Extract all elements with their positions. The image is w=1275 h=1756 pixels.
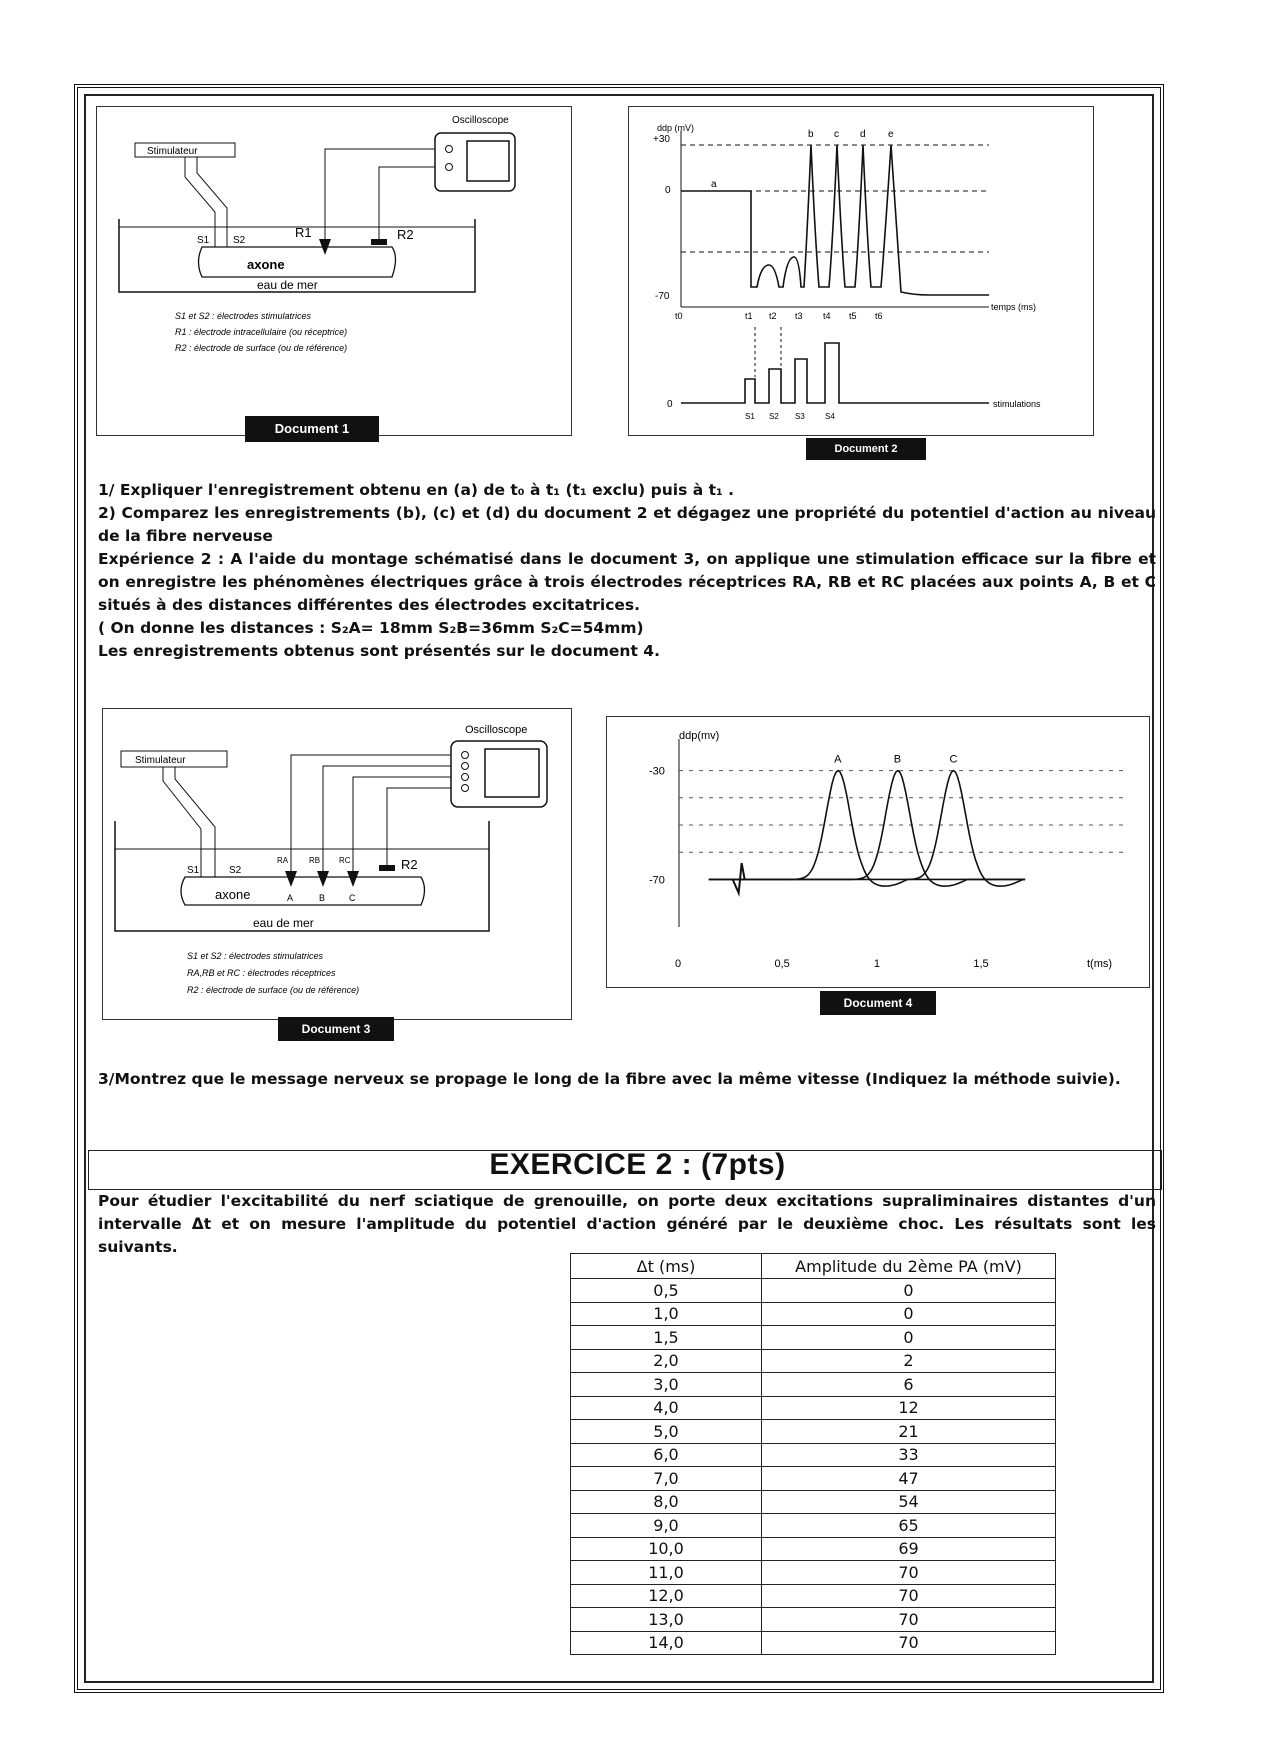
question-1: 1/ Expliquer l'enregistrement obtenu en (a) de t₀ à t₁ (t₁ exclu) puis à t₁ . <box>98 481 735 499</box>
document-4 <box>606 716 1150 988</box>
doc3-legend-line: RA,RB et RC : électrodes réceptrices <box>187 968 336 978</box>
doc3-axon-label: axone <box>215 887 251 902</box>
experience-2: Expérience 2 : A l'aide du montage schématisé dans le document 3, on applique une stimulation efficace sur la fibre et on enregistre les phénomènes électriques grâce à trois électrodes réceptrices RA, RB et RC placées aux points A, B et C situés à des distances différentes des électrodes excitatrices. <box>98 550 1156 614</box>
oscilloscope-knob <box>462 763 469 770</box>
delta-t-cell: 10,0 <box>571 1537 762 1561</box>
amplitude-cell: 21 <box>762 1420 1056 1444</box>
doc2-time-label: t4 <box>823 311 831 321</box>
delta-t-cell: 8,0 <box>571 1490 762 1514</box>
doc2-xlabel: temps (ms) <box>991 302 1036 312</box>
table-row <box>571 1490 1056 1514</box>
doc4-curve-c <box>709 771 1025 887</box>
exercise-2-title: EXERCICE 2 : (7pts) <box>489 1148 786 1181</box>
doc3-legend-line: R2 : électrode de surface (ou de référence) <box>187 985 360 995</box>
doc2-time-label: t6 <box>875 311 883 321</box>
document-1-diagram <box>97 107 571 435</box>
doc2-peak-label: c <box>834 129 839 140</box>
delta-t-cell: 0,5 <box>571 1279 762 1303</box>
rb-electrode <box>317 871 329 887</box>
document-2 <box>628 106 1094 436</box>
doc4-x-tick-label: 1 <box>873 958 881 970</box>
doc2-time-label: t1 <box>745 311 753 321</box>
doc3-rc-label: RC <box>339 856 351 865</box>
doc2-stim-axis-label: stimulations <box>993 399 1041 409</box>
doc2-stim-label: S4 <box>825 412 835 421</box>
r1-wire <box>325 149 435 245</box>
document-1-label: Document 1 <box>245 416 379 442</box>
doc4-curve-a <box>709 771 1025 887</box>
table-row <box>571 1279 1056 1303</box>
doc3-rb-label: RB <box>309 856 321 865</box>
doc3-a-label: A <box>287 893 294 903</box>
delta-t-cell: 4,0 <box>571 1396 762 1420</box>
doc2-ylabel: ddp (mV) <box>657 123 695 133</box>
doc3-c-label: C <box>349 893 356 903</box>
doc1-s1-label: S1 <box>197 235 210 246</box>
document-4-label: Document 4 <box>820 991 936 1015</box>
table-row <box>571 1537 1056 1561</box>
delta-t-cell: 5,0 <box>571 1420 762 1444</box>
r2-electrode <box>379 865 395 871</box>
table-row <box>571 1561 1056 1585</box>
doc1-legend-line: R1 : électrode intracellulaire (ou réceptrice) <box>175 327 348 337</box>
document-4-chart <box>607 717 1149 987</box>
doc1-stimulator-label: Stimulateur <box>147 146 198 157</box>
document-3 <box>102 708 572 1020</box>
delta-t-cell: 7,0 <box>571 1467 762 1491</box>
delta-t-cell: 9,0 <box>571 1514 762 1538</box>
doc2-a-label: a <box>711 179 717 190</box>
doc3-r2-label: R2 <box>401 857 418 872</box>
delta-t-cell: 14,0 <box>571 1631 762 1655</box>
doc4-x-tick-label: 0 <box>675 958 682 970</box>
document-3-label: Document 3 <box>278 1017 394 1041</box>
oscilloscope-knob <box>446 146 453 153</box>
oscilloscope-knob <box>462 774 469 781</box>
delta-t-cell: 2,0 <box>571 1349 762 1373</box>
table-row <box>571 1467 1056 1491</box>
table-row <box>571 1443 1056 1467</box>
doc2-peak-label: b <box>808 129 814 140</box>
doc4-ylabel: ddp(mv) <box>679 730 720 742</box>
table-header-cell: Δt (ms) <box>571 1254 762 1279</box>
doc2-stim-label: S1 <box>745 412 755 421</box>
doc2-time-label: t3 <box>795 311 803 321</box>
doc1-oscilloscope-title: Oscilloscope <box>452 115 509 126</box>
delta-t-cell: 1,0 <box>571 1302 762 1326</box>
doc2-stim-label: S3 <box>795 412 805 421</box>
doc4-curve-b <box>709 771 1025 887</box>
amplitude-cell: 33 <box>762 1443 1056 1467</box>
exercise-2-intro: Pour étudier l'excitabilité du nerf sciatique de grenouille, on porte deux excitations supraliminaires distantes d'un intervalle Δt et on mesure l'amplitude du potentiel d'action généré par le deuxième choc. Les résultats sont les suivants. <box>98 1192 1156 1256</box>
doc4-xlabel: t(ms) <box>1087 958 1113 970</box>
doc4-stimulus-artifact <box>733 863 745 893</box>
amplitude-cell: 12 <box>762 1396 1056 1420</box>
doc3-oscilloscope-title: Oscilloscope <box>465 724 528 736</box>
doc2-y-minus70: -70 <box>655 291 670 302</box>
amplitude-cell: 54 <box>762 1490 1056 1514</box>
oscilloscope-screen <box>467 141 509 181</box>
doc1-sea-water-label: eau de mer <box>257 278 318 292</box>
oscilloscope-knob <box>462 752 469 759</box>
doc4-x-tick-label: 0,5 <box>774 958 790 970</box>
questions-block <box>98 479 1156 663</box>
amplitude-cell: 69 <box>762 1537 1056 1561</box>
doc2-time-label: t0 <box>675 311 683 321</box>
amplitude-cell: 70 <box>762 1584 1056 1608</box>
document-1 <box>96 106 572 436</box>
doc2-peak-label: d <box>860 129 866 140</box>
table-row <box>571 1396 1056 1420</box>
amplitude-cell: 70 <box>762 1608 1056 1632</box>
doc2-time-label: t5 <box>849 311 857 321</box>
stimulator-wires <box>185 157 227 247</box>
amplitude-cell: 0 <box>762 1279 1056 1303</box>
amplitude-cell: 65 <box>762 1514 1056 1538</box>
doc3-s1-label: S1 <box>187 865 200 876</box>
r2-wire <box>387 788 451 865</box>
doc1-legend-line: S1 et S2 : électrodes stimulatrices <box>175 311 312 321</box>
ra-electrode <box>285 871 297 887</box>
doc3-legend-line: S1 et S2 : électrodes stimulatrices <box>187 951 324 961</box>
amplitude-cell: 0 <box>762 1326 1056 1350</box>
delta-t-cell: 11,0 <box>571 1561 762 1585</box>
rc-electrode <box>347 871 359 887</box>
stimulator-wires <box>163 767 215 877</box>
doc4-y-tick-label: -70 <box>649 874 665 887</box>
doc4-y-tick-label: -30 <box>649 765 665 778</box>
doc2-trace <box>681 145 989 295</box>
bath <box>115 821 489 931</box>
doc4-peak-label: B <box>893 753 902 766</box>
table-row <box>571 1326 1056 1350</box>
results-note: Les enregistrements obtenus sont présentés sur le document 4. <box>98 642 660 660</box>
table-row <box>571 1302 1056 1326</box>
doc4-peak-label: A <box>834 753 842 766</box>
doc2-stim-zero: 0 <box>667 399 673 410</box>
doc2-y-zero: 0 <box>665 185 671 196</box>
table-row <box>571 1349 1056 1373</box>
table-row <box>571 1420 1056 1444</box>
oscilloscope-knob <box>446 164 453 171</box>
question-3-block <box>98 1068 1156 1091</box>
doc3-sea-water-label: eau de mer <box>253 916 314 930</box>
doc3-ra-label: RA <box>277 856 289 865</box>
doc3-stimulator-label: Stimulateur <box>135 755 186 766</box>
table-row <box>571 1631 1056 1655</box>
doc4-x-tick-label: 1,5 <box>973 958 989 970</box>
amplitude-cell: 6 <box>762 1373 1056 1397</box>
doc1-r2-label: R2 <box>397 227 414 242</box>
r2-electrode <box>371 239 387 245</box>
question-3: 3/Montrez que le message nerveux se propage le long de la fibre avec la même vitesse (Indiquez la méthode suivie). <box>98 1070 1121 1088</box>
doc1-legend-line: R2 : électrode de surface (ou de référence) <box>175 343 348 353</box>
axon <box>199 247 396 277</box>
doc1-r1-label: R1 <box>295 225 312 240</box>
distances: ( On donne les distances : S₂A= 18mm S₂B=36mm S₂C=54mm) <box>98 619 644 637</box>
doc4-peak-label: C <box>949 753 958 766</box>
oscilloscope-knob <box>462 785 469 792</box>
doc3-b-label: B <box>319 893 326 903</box>
doc1-s2-label: S2 <box>233 235 246 246</box>
document-3-diagram <box>103 709 571 1019</box>
document-2-chart <box>629 107 1093 435</box>
doc1-axon-label: axone <box>247 257 285 272</box>
doc2-y-plus30: +30 <box>653 134 670 145</box>
delta-t-cell: 12,0 <box>571 1584 762 1608</box>
doc3-s2-label: S2 <box>229 865 242 876</box>
amplitude-cell: 47 <box>762 1467 1056 1491</box>
delta-t-cell: 13,0 <box>571 1608 762 1632</box>
table-row <box>571 1514 1056 1538</box>
question-2: 2) Comparez les enregistrements (b), (c) et (d) du document 2 et dégagez une propriété du potentiel d'action au niveau de la fibre nerveuse <box>98 504 1156 545</box>
doc2-time-label: t2 <box>769 311 777 321</box>
amplitude-table <box>570 1253 1056 1655</box>
table-header-row <box>571 1254 1056 1279</box>
oscilloscope-screen <box>485 749 539 797</box>
table-row <box>571 1584 1056 1608</box>
exercise-2-intro-block <box>98 1190 1156 1259</box>
delta-t-cell: 1,5 <box>571 1326 762 1350</box>
amplitude-cell: 70 <box>762 1631 1056 1655</box>
delta-t-cell: 6,0 <box>571 1443 762 1467</box>
doc2-peak-label: e <box>888 129 894 140</box>
doc2-stimulation-trace <box>681 343 989 403</box>
table-row <box>571 1608 1056 1632</box>
table-row <box>571 1373 1056 1397</box>
amplitude-cell: 70 <box>762 1561 1056 1585</box>
amplitude-cell: 0 <box>762 1302 1056 1326</box>
document-2-label: Document 2 <box>806 438 926 460</box>
amplitude-cell: 2 <box>762 1349 1056 1373</box>
table-header-cell: Amplitude du 2ème PA (mV) <box>762 1254 1056 1279</box>
doc2-stim-label: S2 <box>769 412 779 421</box>
delta-t-cell: 3,0 <box>571 1373 762 1397</box>
